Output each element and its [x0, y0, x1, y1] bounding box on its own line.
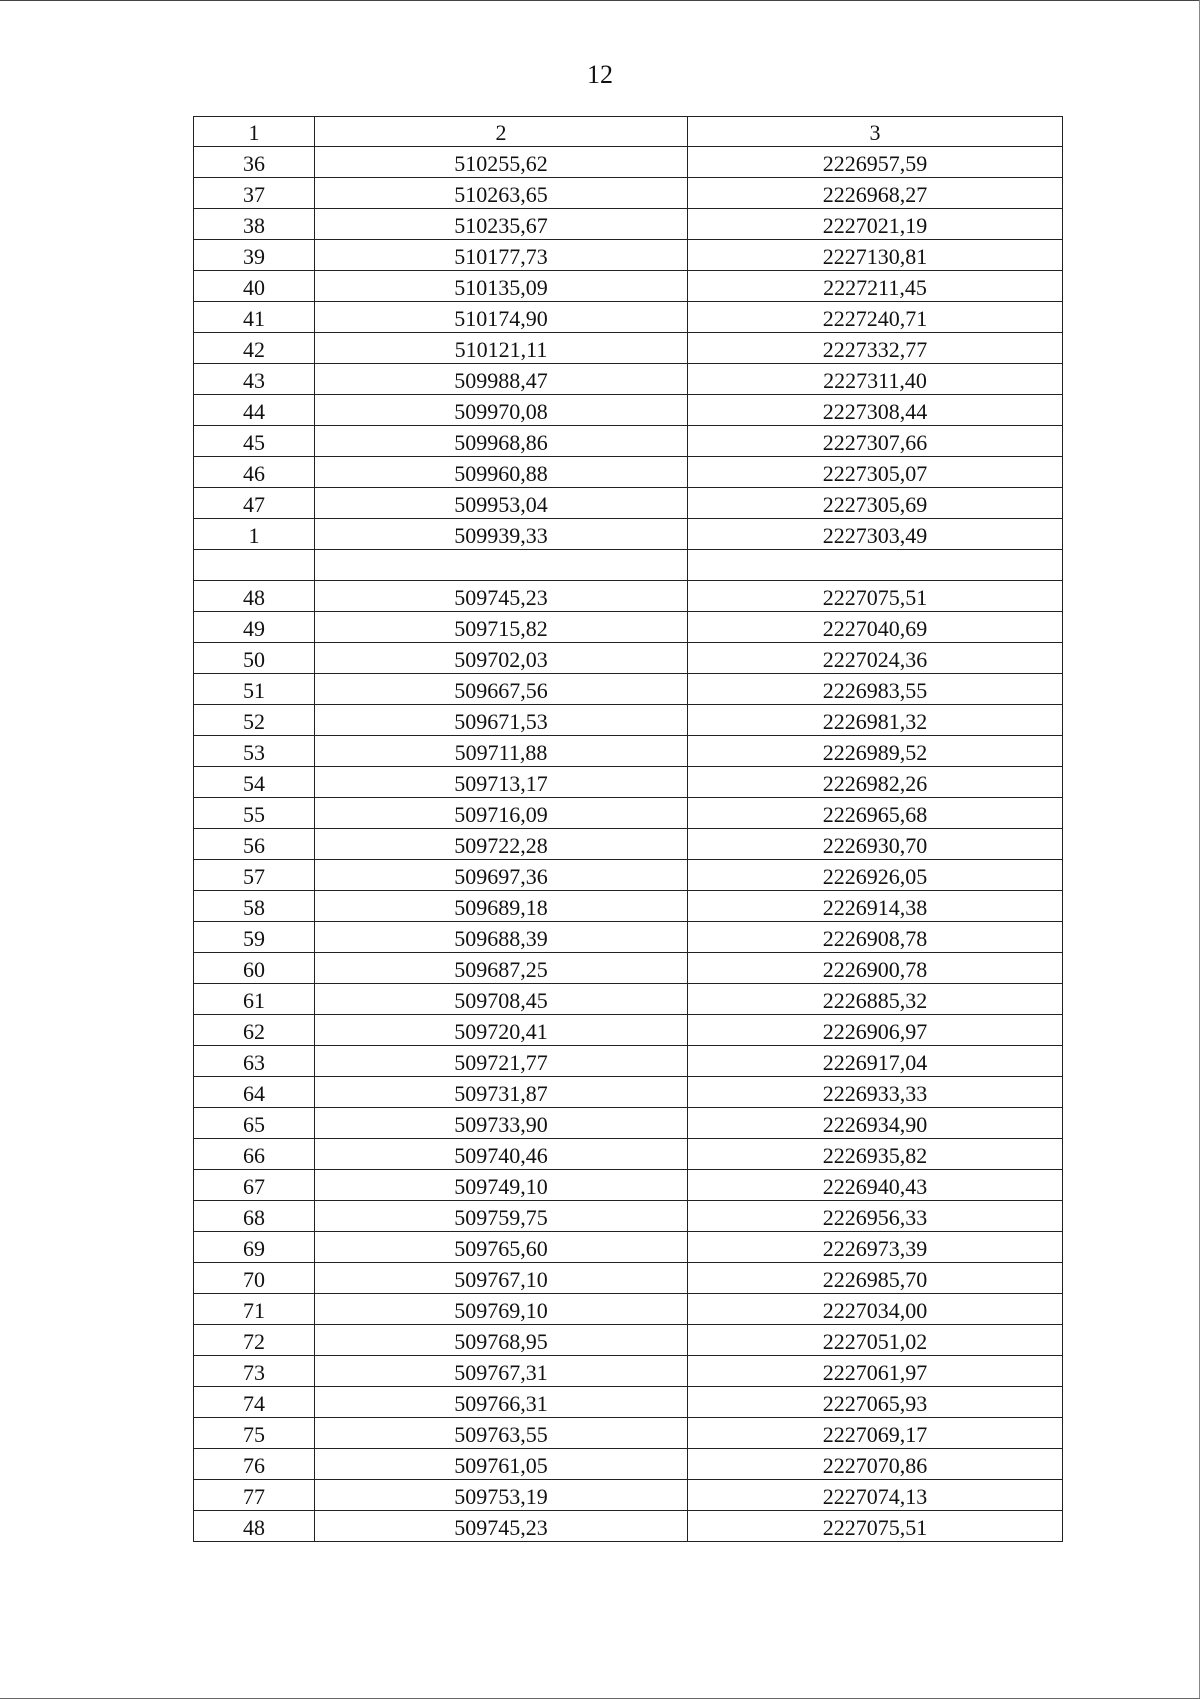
table-row [194, 302, 1063, 333]
table-row [194, 271, 1063, 302]
table-row [194, 860, 1063, 891]
x-coordinate-cell: 509753,19 [315, 1480, 688, 1511]
x-coordinate-cell: 509953,04 [315, 488, 688, 519]
point-number-cell: 44 [194, 395, 315, 426]
table-row [194, 240, 1063, 271]
point-number-cell: 72 [194, 1325, 315, 1356]
y-coordinate-cell: 2226983,55 [688, 674, 1063, 705]
table-row [194, 736, 1063, 767]
x-coordinate-cell: 509688,39 [315, 922, 688, 953]
point-number-cell: 51 [194, 674, 315, 705]
point-number-cell: 75 [194, 1418, 315, 1449]
x-coordinate-cell: 509667,56 [315, 674, 688, 705]
y-coordinate-cell: 2227074,13 [688, 1480, 1063, 1511]
y-coordinate-cell: 2226982,26 [688, 767, 1063, 798]
point-number-cell: 62 [194, 1015, 315, 1046]
y-coordinate-cell: 2226989,52 [688, 736, 1063, 767]
point-number-cell: 54 [194, 767, 315, 798]
point-number-cell: 57 [194, 860, 315, 891]
point-number-cell: 41 [194, 302, 315, 333]
y-coordinate-cell: 2227069,17 [688, 1418, 1063, 1449]
point-number-cell: 69 [194, 1232, 315, 1263]
point-number-cell: 48 [194, 581, 315, 612]
y-coordinate-cell: 2227211,45 [688, 271, 1063, 302]
point-number-cell: 56 [194, 829, 315, 860]
y-coordinate-cell: 2226926,05 [688, 860, 1063, 891]
y-coordinate-cell: 2227034,00 [688, 1294, 1063, 1325]
x-coordinate-cell: 509769,10 [315, 1294, 688, 1325]
x-coordinate-cell: 509745,23 [315, 1511, 688, 1542]
x-coordinate-cell: 509740,46 [315, 1139, 688, 1170]
y-coordinate-cell: 2227065,93 [688, 1387, 1063, 1418]
x-coordinate-cell: 509720,41 [315, 1015, 688, 1046]
x-coordinate-cell: 509768,95 [315, 1325, 688, 1356]
x-coordinate-cell: 509745,23 [315, 581, 688, 612]
x-coordinate-cell: 509749,10 [315, 1170, 688, 1201]
point-number-cell: 77 [194, 1480, 315, 1511]
x-coordinate-cell: 509767,31 [315, 1356, 688, 1387]
x-coordinate-cell: 509716,09 [315, 798, 688, 829]
x-coordinate-cell: 510135,09 [315, 271, 688, 302]
table-row [194, 705, 1063, 736]
table-row [194, 1170, 1063, 1201]
table-row [194, 1511, 1063, 1542]
y-coordinate-cell: 2226934,90 [688, 1108, 1063, 1139]
point-number-cell: 46 [194, 457, 315, 488]
x-coordinate-cell: 509733,90 [315, 1108, 688, 1139]
table-row [194, 1263, 1063, 1294]
point-number-cell: 63 [194, 1046, 315, 1077]
x-coordinate-cell: 509988,47 [315, 364, 688, 395]
coordinates-table-body [194, 117, 1063, 1542]
x-coordinate-cell: 509731,87 [315, 1077, 688, 1108]
x-coordinate-cell [315, 550, 688, 581]
x-coordinate-cell: 509767,10 [315, 1263, 688, 1294]
table-row [194, 1108, 1063, 1139]
table-row [194, 426, 1063, 457]
y-coordinate-cell: 2227075,51 [688, 1511, 1063, 1542]
table-row [194, 643, 1063, 674]
y-coordinate-cell: 2227070,86 [688, 1449, 1063, 1480]
point-number-cell: 52 [194, 705, 315, 736]
x-coordinate-cell: 509671,53 [315, 705, 688, 736]
point-number-cell: 65 [194, 1108, 315, 1139]
x-coordinate-cell: 509702,03 [315, 643, 688, 674]
table-row [194, 767, 1063, 798]
point-number-cell: 39 [194, 240, 315, 271]
point-number-cell: 64 [194, 1077, 315, 1108]
point-number-cell: 71 [194, 1294, 315, 1325]
x-coordinate-cell: 510174,90 [315, 302, 688, 333]
y-coordinate-cell: 2227311,40 [688, 364, 1063, 395]
table-row [194, 333, 1063, 364]
point-number-cell: 48 [194, 1511, 315, 1542]
x-coordinate-cell: 510177,73 [315, 240, 688, 271]
y-coordinate-cell: 2227303,49 [688, 519, 1063, 550]
table-row [194, 891, 1063, 922]
y-coordinate-cell: 2226900,78 [688, 953, 1063, 984]
x-coordinate-cell: 509765,60 [315, 1232, 688, 1263]
table-row [194, 1046, 1063, 1077]
x-coordinate-cell: 509722,28 [315, 829, 688, 860]
x-coordinate-cell: 509697,36 [315, 860, 688, 891]
point-number-cell: 38 [194, 209, 315, 240]
table-row [194, 953, 1063, 984]
point-number-cell [194, 550, 315, 581]
y-coordinate-cell: 2226981,32 [688, 705, 1063, 736]
x-coordinate-cell: 510255,62 [315, 147, 688, 178]
point-number-cell: 47 [194, 488, 315, 519]
table-row [194, 457, 1063, 488]
point-number-cell: 67 [194, 1170, 315, 1201]
y-coordinate-cell: 2227240,71 [688, 302, 1063, 333]
y-coordinate-cell: 2226956,33 [688, 1201, 1063, 1232]
x-coordinate-cell: 509968,86 [315, 426, 688, 457]
y-coordinate-cell: 2227051,02 [688, 1325, 1063, 1356]
table-row [194, 364, 1063, 395]
table-row [194, 1139, 1063, 1170]
point-number-cell: 43 [194, 364, 315, 395]
point-number-cell: 45 [194, 426, 315, 457]
y-coordinate-cell: 2226917,04 [688, 1046, 1063, 1077]
y-coordinate-cell: 2227308,44 [688, 395, 1063, 426]
x-coordinate-cell: 509939,33 [315, 519, 688, 550]
y-coordinate-cell: 2226935,82 [688, 1139, 1063, 1170]
y-coordinate-cell: 2226965,68 [688, 798, 1063, 829]
table-row [194, 1356, 1063, 1387]
point-number-cell: 74 [194, 1387, 315, 1418]
point-number-cell: 70 [194, 1263, 315, 1294]
table-row [194, 1480, 1063, 1511]
table-row [194, 1077, 1063, 1108]
point-number-cell: 36 [194, 147, 315, 178]
y-coordinate-cell: 2227024,36 [688, 643, 1063, 674]
point-number-cell: 68 [194, 1201, 315, 1232]
table-row [194, 674, 1063, 705]
point-number-cell: 66 [194, 1139, 315, 1170]
point-number-cell: 58 [194, 891, 315, 922]
table-row [194, 798, 1063, 829]
table-row [194, 612, 1063, 643]
table-row [194, 1232, 1063, 1263]
table-row [194, 922, 1063, 953]
table-row [194, 1325, 1063, 1356]
y-coordinate-cell: 2226930,70 [688, 829, 1063, 860]
x-coordinate-cell: 509970,08 [315, 395, 688, 426]
point-number-cell: 53 [194, 736, 315, 767]
point-number-cell: 42 [194, 333, 315, 364]
coordinates-table [193, 116, 1063, 1542]
x-coordinate-cell: 509763,55 [315, 1418, 688, 1449]
x-coordinate-cell: 510235,67 [315, 209, 688, 240]
y-coordinate-cell: 2226968,27 [688, 178, 1063, 209]
y-coordinate-cell: 2226957,59 [688, 147, 1063, 178]
point-number-cell: 59 [194, 922, 315, 953]
point-number-cell: 61 [194, 984, 315, 1015]
y-coordinate-cell: 2227307,66 [688, 426, 1063, 457]
page-number: 12 [587, 60, 613, 89]
table-row [194, 829, 1063, 860]
page-edge-top [0, 0, 1200, 1]
table-row [194, 209, 1063, 240]
y-coordinate-cell: 2226914,38 [688, 891, 1063, 922]
x-coordinate-cell: 509711,88 [315, 736, 688, 767]
table-row [194, 1449, 1063, 1480]
point-number-cell: 50 [194, 643, 315, 674]
x-coordinate-cell: 509759,75 [315, 1201, 688, 1232]
table-header-row [194, 117, 1063, 147]
y-coordinate-cell: 2227021,19 [688, 209, 1063, 240]
point-number-cell: 40 [194, 271, 315, 302]
x-coordinate-cell: 509713,17 [315, 767, 688, 798]
y-coordinate-cell: 2227332,77 [688, 333, 1063, 364]
x-coordinate-cell: 510263,65 [315, 178, 688, 209]
y-coordinate-cell: 2227130,81 [688, 240, 1063, 271]
y-coordinate-cell: 2227305,07 [688, 457, 1063, 488]
x-coordinate-cell: 509766,31 [315, 1387, 688, 1418]
table-row [194, 1015, 1063, 1046]
table-row [194, 1387, 1063, 1418]
table-row [194, 395, 1063, 426]
x-coordinate-cell: 509721,77 [315, 1046, 688, 1077]
header-col-3: 3 [688, 117, 1063, 147]
y-coordinate-cell: 2227305,69 [688, 488, 1063, 519]
table-row [194, 581, 1063, 612]
table-row [194, 519, 1063, 550]
y-coordinate-cell: 2227075,51 [688, 581, 1063, 612]
y-coordinate-cell: 2226985,70 [688, 1263, 1063, 1294]
point-number-cell: 37 [194, 178, 315, 209]
y-coordinate-cell: 2227061,97 [688, 1356, 1063, 1387]
x-coordinate-cell: 509761,05 [315, 1449, 688, 1480]
y-coordinate-cell [688, 550, 1063, 581]
y-coordinate-cell: 2227040,69 [688, 612, 1063, 643]
x-coordinate-cell: 509687,25 [315, 953, 688, 984]
x-coordinate-cell: 510121,11 [315, 333, 688, 364]
y-coordinate-cell: 2226885,32 [688, 984, 1063, 1015]
y-coordinate-cell: 2226940,43 [688, 1170, 1063, 1201]
y-coordinate-cell: 2226906,97 [688, 1015, 1063, 1046]
y-coordinate-cell: 2226933,33 [688, 1077, 1063, 1108]
x-coordinate-cell: 509960,88 [315, 457, 688, 488]
point-number-cell: 1 [194, 519, 315, 550]
table-row [194, 1294, 1063, 1325]
table-row [194, 1201, 1063, 1232]
point-number-cell: 55 [194, 798, 315, 829]
header-col-2: 2 [315, 117, 688, 147]
point-number-cell: 73 [194, 1356, 315, 1387]
header-col-1: 1 [194, 117, 315, 147]
table-row [194, 984, 1063, 1015]
table-row [194, 1418, 1063, 1449]
table-row [194, 550, 1063, 581]
point-number-cell: 76 [194, 1449, 315, 1480]
x-coordinate-cell: 509689,18 [315, 891, 688, 922]
x-coordinate-cell: 509708,45 [315, 984, 688, 1015]
point-number-cell: 49 [194, 612, 315, 643]
point-number-cell: 60 [194, 953, 315, 984]
y-coordinate-cell: 2226908,78 [688, 922, 1063, 953]
y-coordinate-cell: 2226973,39 [688, 1232, 1063, 1263]
table-row [194, 488, 1063, 519]
table-row [194, 147, 1063, 178]
table-row [194, 178, 1063, 209]
x-coordinate-cell: 509715,82 [315, 612, 688, 643]
